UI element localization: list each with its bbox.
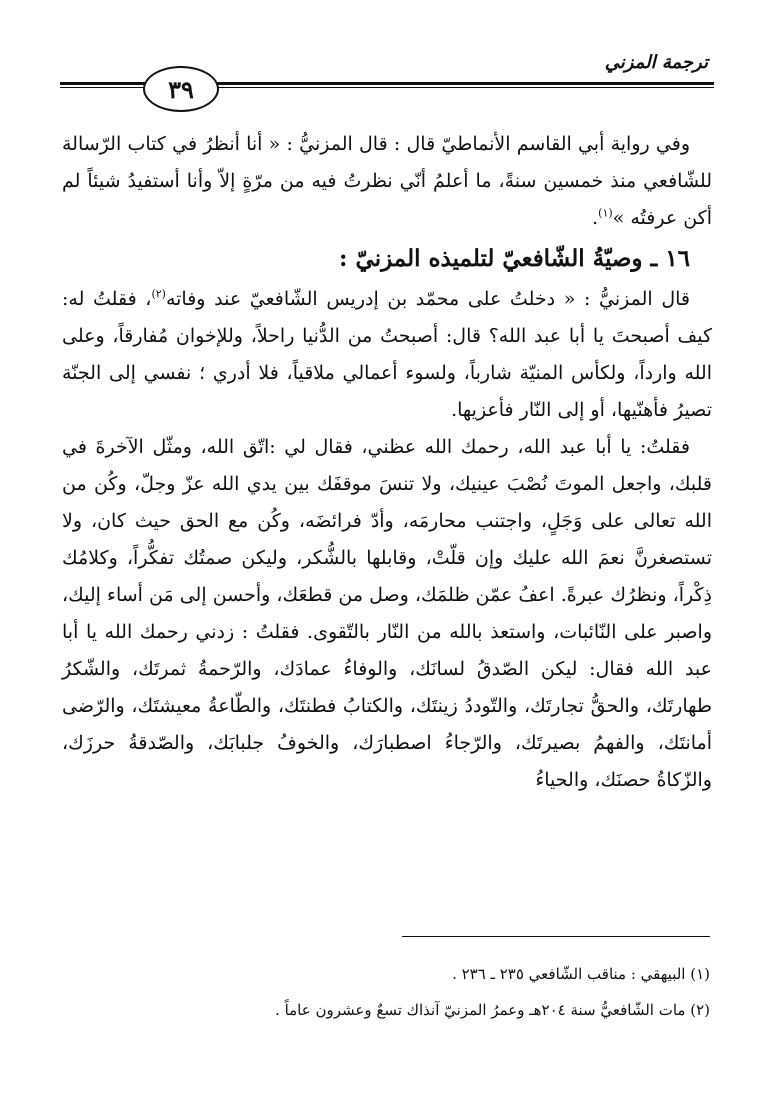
running-title: ترجمة المزني xyxy=(604,52,708,73)
paragraph-1 xyxy=(62,126,712,237)
footnote-2: (٢) مات الشّافعيُّ سنة ٢٠٤هـ وعمرُ المزنيّ آنذاك تسعٌ وعشرون عاماً . xyxy=(275,1001,710,1019)
paragraph-3 xyxy=(62,429,712,799)
footnote-ref-1: (١) xyxy=(598,206,613,220)
body-text xyxy=(62,126,712,799)
footnote-ref-2: (٢) xyxy=(151,287,166,301)
paragraph-1-text: وفي رواية أبي القاسم الأنماطيّ قال : قال المزنيُّ : « أنا أنظرُ في كتاب الرّسالة للشّافعي منذ خمسين سنةً، ما أعلمُ أنّي نظرتُ فيه من مرّةٍ إلاّ وأنا أستفيدُ شيئاً لم أكن عرفتُه » xyxy=(62,133,712,229)
page-number-frame xyxy=(143,66,219,112)
section-heading: ١٦ ـ وصيّةُ الشّافعيّ لتلميذه المزنيّ : xyxy=(339,245,690,272)
paragraph-3-text: فقلتُ: يا أبا عبد الله، رحمك الله عظني، فقال لي :اتّق الله، ومثّل الآخرةَ في قلبك، واجعل الموتَ نُصْبَ عينيك، ولا تنسَ موقفَك بين يدي الله عزّ وجلّ، وكُن من الله تعالى على وَجَلٍ، واجتنب محارمَه، وأدّ فرائضَه، وكُن مع الحق حيث كان، ولا تستصغرنَّ نعمَ الله عليك وإن قلّتْ، وقابلها بالشُّكر، وليكن صمتُك تفكُّراً، وكلامُك ذِكْراً، ونظرُك عبرةً. اعفُ عمّن ظلمَك، وصل من قطعَك، وأحسن إلى مَن أساء إليك، واصبر على النّائبات، واستعذ بالله من النّار بالتّقوى. فقلتُ : زدني رحمك الله يا أبا عبد الله فقال: ليكن الصّدقُ لسانَك، والوفاءُ عمادَك، والرّحمةُ ثمرتَك، والشّكرُ طهارتَك، والحقُّ تجارتَك، والتّوددُ زينتَك، والكتابُ فطنتَك، والطّاعةُ معيشتَك، والرّضى أمانتَك، والفهمُ بصيرتَك، والرّجاءُ اصطبارَك، والخوفُ جلبابَك، والصّدقةُ حرزَك، والزّكاةُ حصنَك، والحياءُ xyxy=(62,436,712,791)
paragraph-2-text: قال المزنيُّ : « دخلتُ على محمّد بن إدريس الشّافعيّ عند وفاته xyxy=(165,288,690,310)
footnote-separator xyxy=(402,936,710,937)
page-number: ٣٩ xyxy=(168,74,194,104)
paragraph-2 xyxy=(62,281,712,429)
paragraph-2-rest: ، فقلتُ له: كيف أصبحتَ يا أبا عبد الله؟ قال: أصبحتُ من الدُّنيا راحلاً، وللإخوان مُفارقاً، وعلى الله وارداً، ولكأس المنيّة شارباً، ولسوء أعمالي ملاقياً، فلا أدري ؛ نفسي إلى الجنّة تصيرُ فأهنّيها، أو إلى النّار فأعزيها. xyxy=(62,288,712,421)
footnote-1: (١) البيهقي : مناقب الشّافعي ٢٣٥ ـ ٢٣٦ . xyxy=(452,965,710,983)
paragraph-1-end: . xyxy=(592,207,599,229)
footnotes xyxy=(60,956,710,1028)
